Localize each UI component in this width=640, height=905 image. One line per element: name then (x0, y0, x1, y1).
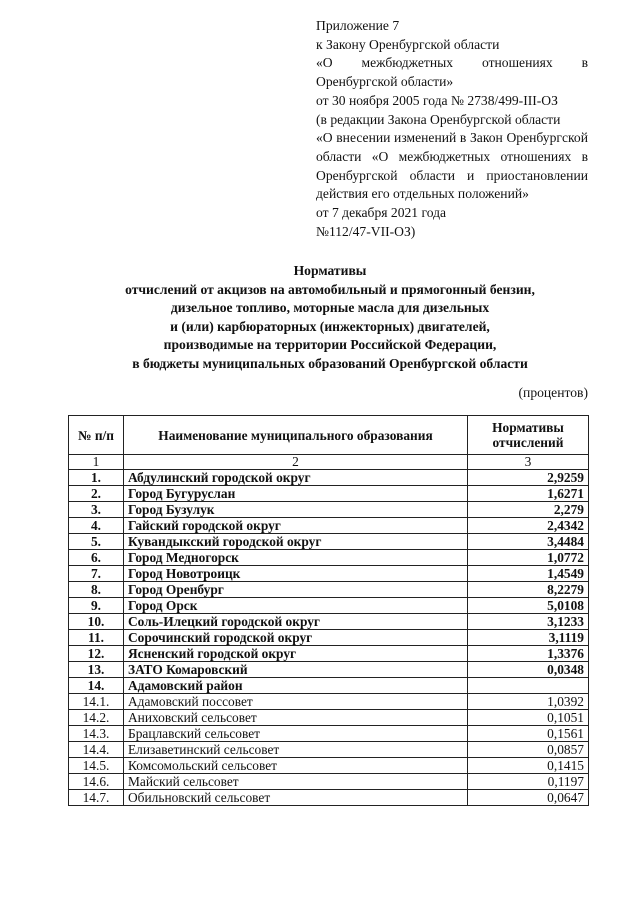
table-row (69, 630, 589, 646)
table-header-row (69, 416, 589, 455)
appendix-line: от 30 ноября 2005 года № 2738/499-III-ОЗ (316, 92, 558, 108)
row-number: 14.5. (69, 758, 124, 774)
row-number: 14.3. (69, 726, 124, 742)
table-row (69, 582, 589, 598)
title-line: дизельное топливо, моторные масла для дизельных (170, 300, 490, 315)
row-value (468, 678, 589, 694)
row-number: 3. (69, 502, 124, 518)
table-row (69, 470, 589, 486)
row-name: ЗАТО Комаровский (124, 662, 468, 678)
row-number: 13. (69, 662, 124, 678)
row-value: 3,4484 (468, 534, 589, 550)
table-row (69, 710, 589, 726)
row-value: 0,0348 (468, 662, 589, 678)
row-name: Кувандыкский городской округ (124, 534, 468, 550)
table-row (69, 502, 589, 518)
row-number: 14.6. (69, 774, 124, 790)
row-number: 9. (69, 598, 124, 614)
row-name: Город Оренбург (124, 582, 468, 598)
row-value: 1,6271 (468, 486, 589, 502)
title-line: Нормативы (293, 263, 367, 278)
table-row (69, 486, 589, 502)
row-value: 1,0392 (468, 694, 589, 710)
row-value: 3,1119 (468, 630, 589, 646)
row-name: Адамовский район (124, 678, 468, 694)
table-row (69, 774, 589, 790)
row-name: Елизаветинский сельсовет (124, 742, 468, 758)
row-value: 8,2279 (468, 582, 589, 598)
row-name: Город Бугуруслан (124, 486, 468, 502)
title-line: и (или) карбюраторных (инжекторных) двигателей, (170, 318, 490, 334)
row-value: 0,0857 (468, 742, 589, 758)
unit-label: (процентов) (518, 385, 588, 400)
table-row (69, 518, 589, 534)
appendix-line: «О внесении изменений в Закон Оренбургской области «О межбюджетных отношениях в Оренбургской области и приостановлении действия его отдельных положений» (316, 130, 588, 202)
row-number: 2. (69, 486, 124, 502)
table-row (69, 566, 589, 582)
document-title (70, 262, 590, 373)
row-number: 11. (69, 630, 124, 646)
title-line: отчислений от акцизов на автомобильный и прямогонный бензин, (125, 281, 535, 297)
appendix-line: (в редакции Закона Оренбургской области (316, 111, 561, 127)
header-name: Наименование муниципального образования (124, 416, 468, 455)
row-value: 0,1561 (468, 726, 589, 742)
row-value: 1,3376 (468, 646, 589, 662)
row-value: 2,279 (468, 502, 589, 518)
row-name: Аниховский сельсовет (124, 710, 468, 726)
row-value: 5,0108 (468, 598, 589, 614)
table-row (69, 758, 589, 774)
appendix-line: Приложение 7 (316, 18, 400, 33)
row-number: 14.2. (69, 710, 124, 726)
row-number: 4. (69, 518, 124, 534)
column-number: 2 (124, 455, 468, 470)
row-number: 8. (69, 582, 124, 598)
row-name: Город Медногорск (124, 550, 468, 566)
row-number: 12. (69, 646, 124, 662)
row-number: 14.4. (69, 742, 124, 758)
row-number: 14.7. (69, 790, 124, 806)
row-number: 10. (69, 614, 124, 630)
appendix-block (316, 17, 588, 241)
row-name: Ясненский городской округ (124, 646, 468, 662)
table-row (69, 646, 589, 662)
column-number-row (69, 455, 589, 470)
row-number: 7. (69, 566, 124, 582)
table-row (69, 678, 589, 694)
row-value: 0,1051 (468, 710, 589, 726)
row-name: Брацлавский сельсовет (124, 726, 468, 742)
row-number: 5. (69, 534, 124, 550)
row-name: Гайский городской округ (124, 518, 468, 534)
row-value: 2,9259 (468, 470, 589, 486)
header-number: № п/п (69, 416, 124, 455)
row-number: 14. (69, 678, 124, 694)
row-name: Комсомольский сельсовет (124, 758, 468, 774)
table-row (69, 550, 589, 566)
appendix-line: №112/47-VII-ОЗ) (316, 223, 416, 239)
row-name: Сорочинский городской округ (124, 630, 468, 646)
row-number: 14.1. (69, 694, 124, 710)
row-value: 0,0647 (468, 790, 589, 806)
table-row (69, 598, 589, 614)
row-value: 1,0772 (468, 550, 589, 566)
row-value: 2,4342 (468, 518, 589, 534)
row-name: Город Орск (124, 598, 468, 614)
row-name: Город Бузулук (124, 502, 468, 518)
table-row (69, 726, 589, 742)
row-name: Абдулинский городской округ (124, 470, 468, 486)
row-value: 0,1197 (468, 774, 589, 790)
row-value: 3,1233 (468, 614, 589, 630)
row-name: Обильновский сельсовет (124, 790, 468, 806)
row-name: Адамовский поссовет (124, 694, 468, 710)
column-number: 3 (468, 455, 589, 470)
table-row (69, 742, 589, 758)
row-name: Соль-Илецкий городской округ (124, 614, 468, 630)
row-number: 6. (69, 550, 124, 566)
row-value: 1,4549 (468, 566, 589, 582)
table-row (69, 614, 589, 630)
column-number: 1 (69, 455, 124, 470)
row-number: 1. (69, 470, 124, 486)
appendix-line: к Закону Оренбургской области (316, 36, 500, 52)
appendix-line: «О межбюджетных отношениях в Оренбургской области» (316, 55, 588, 90)
header-value: Нормативы отчислений (468, 416, 589, 455)
row-name: Майский сельсовет (124, 774, 468, 790)
norms-table (68, 415, 589, 806)
appendix-line: от 7 декабря 2021 года (316, 205, 447, 221)
table-row (69, 662, 589, 678)
title-line: производимые на территории Российской Федерации, (163, 337, 497, 352)
row-name: Город Новотроицк (124, 566, 468, 582)
row-value: 0,1415 (468, 758, 589, 774)
table-row (69, 694, 589, 710)
table-row (69, 790, 589, 806)
table-row (69, 534, 589, 550)
title-line: в бюджеты муниципальных образований Оренбургской области (132, 355, 528, 371)
